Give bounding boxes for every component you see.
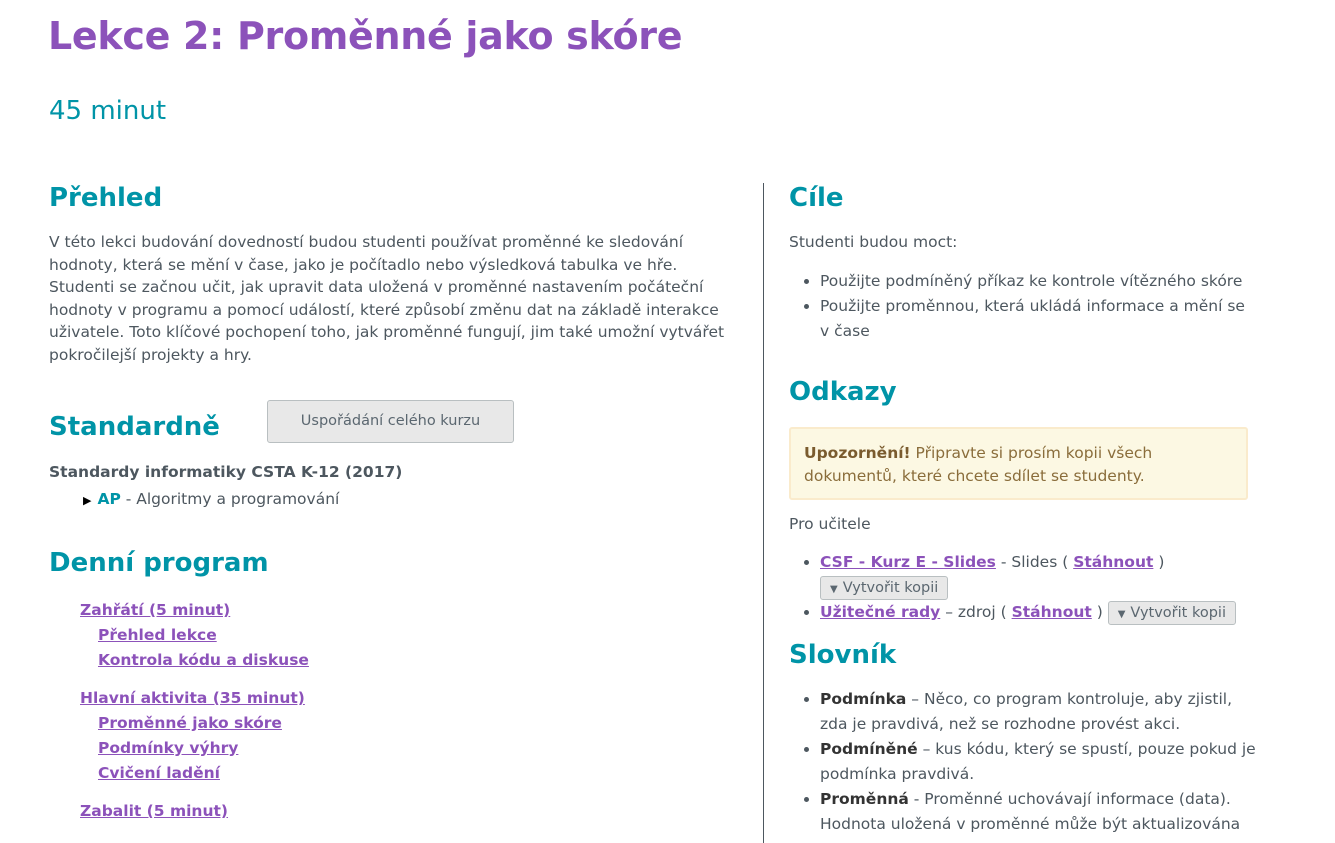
links-heading: Odkazy (789, 377, 897, 407)
for-teachers-label: Pro učitele (789, 515, 871, 533)
agenda-wrapup-link[interactable]: Zabalit (5 minut) (80, 802, 228, 820)
goals-list (789, 269, 1259, 344)
standards-framework: Standardy informatiky CSTA K-12 (2017) (49, 463, 403, 481)
vocab-definition: – kus kódu, který se spustí, pouze pokud je podmínka pravdivá. (820, 740, 1256, 783)
goals-intro: Studenti budou moct: (789, 233, 958, 251)
tips-download-link[interactable]: Stáhnout (1011, 603, 1092, 621)
standard-item-ap[interactable] (83, 490, 339, 508)
slides-link[interactable]: CSF - Kurz E - Slides (820, 553, 996, 571)
slides-download-link[interactable]: Stáhnout (1073, 553, 1154, 571)
slides-make-copy-button[interactable]: ▼ Vytvořit kopii (820, 576, 948, 600)
vocabulary-heading: Slovník (789, 640, 897, 670)
agenda-debugging-link[interactable]: Cvičení ladění (98, 764, 220, 782)
resource-list (789, 550, 1259, 625)
agenda-warmup-link[interactable]: Zahřátí (5 minut) (80, 601, 231, 619)
agenda-lesson-overview-link[interactable]: Přehled lekce (98, 626, 217, 644)
tips-make-copy-button[interactable]: ▼ Vytvořit kopii (1108, 601, 1236, 625)
agenda-win-conditions-link[interactable]: Podmínky výhry (98, 739, 239, 757)
vocab-item (820, 687, 1259, 737)
vocab-term: Podmínka (820, 690, 907, 708)
warning-box (789, 427, 1248, 500)
standards-heading: Standardně (49, 412, 220, 442)
vocab-definition: – Něco, co program kontroluje, aby zjistil, zda je pravdivá, než se rozhodne provést akci. (820, 690, 1233, 733)
resource-item: • Užitečné rady – zdroj ( Stáhnout ) ▼ Vytvořit kopii (820, 600, 1259, 625)
overview-heading: Přehled (49, 183, 163, 213)
caret-down-icon: ▼ (830, 583, 838, 595)
agenda-main-activity-link[interactable]: Hlavní aktivita (35 minut) (80, 689, 305, 707)
vocab-item (820, 737, 1259, 787)
agenda-list (80, 598, 309, 824)
agenda-variables-score-link[interactable]: Proměnné jako skóre (98, 714, 282, 732)
goals-heading: Cíle (789, 183, 844, 213)
column-divider (763, 183, 764, 843)
vocab-item (820, 787, 1259, 837)
page-title: Lekce 2: Proměnné jako skóre (48, 14, 683, 58)
tips-link[interactable]: Užitečné rady (820, 603, 941, 621)
vocabulary-list (789, 687, 1259, 837)
overview-text: V této lekci budování dovedností budou studenti používat proměnné ke sledování hodnoty, která se mění v čase, jako je počítadlo nebo výsledková tabulka ve hře. Studenti se začnou učit, jak upravit data uložená v proměnné nastavením počáteční hodnoty v programu a pomocí událostí, které způsobí změnu dat na základě interakce uživatele. Toto klíčové pochopení toho, jak proměnné fungují, jim také umožní vytvářet pokročilejší projekty a hry. (49, 233, 725, 364)
vocab-term: Proměnná (820, 790, 909, 808)
warning-label: Upozornění! (804, 444, 911, 462)
standard-code: AP (97, 490, 121, 508)
vocab-definition: - Proměnné uchovávají informace (data). Hodnota uložená v proměnné může být aktualizována (820, 790, 1241, 833)
expand-triangle-icon[interactable]: ▶ (83, 494, 92, 507)
resource-item: • CSF - Kurz E - Slides - Slides ( Stáhnout ) ▼ Vytvořit kopii (820, 550, 1259, 600)
goal-item: • Použijte podmíněný příkaz ke kontrole vítězného skóre (820, 269, 1259, 294)
goal-item: • Použijte proměnnou, která ukládá informace a mění se v čase (820, 294, 1259, 344)
agenda-heading: Denní program (49, 548, 269, 578)
full-course-alignment-button[interactable]: Uspořádání celého kurzu (267, 400, 514, 443)
vocab-term: Podmíněné (820, 740, 918, 758)
agenda-code-review-link[interactable]: Kontrola kódu a diskuse (98, 651, 309, 669)
warning-text: Připravte si prosím kopii všech dokumentů, které chcete sdílet se studenty. (804, 444, 1153, 485)
lesson-duration: 45 minut (49, 96, 167, 126)
caret-down-icon: ▼ (1117, 608, 1126, 620)
standard-description: - Algoritmy a programování (120, 490, 340, 508)
